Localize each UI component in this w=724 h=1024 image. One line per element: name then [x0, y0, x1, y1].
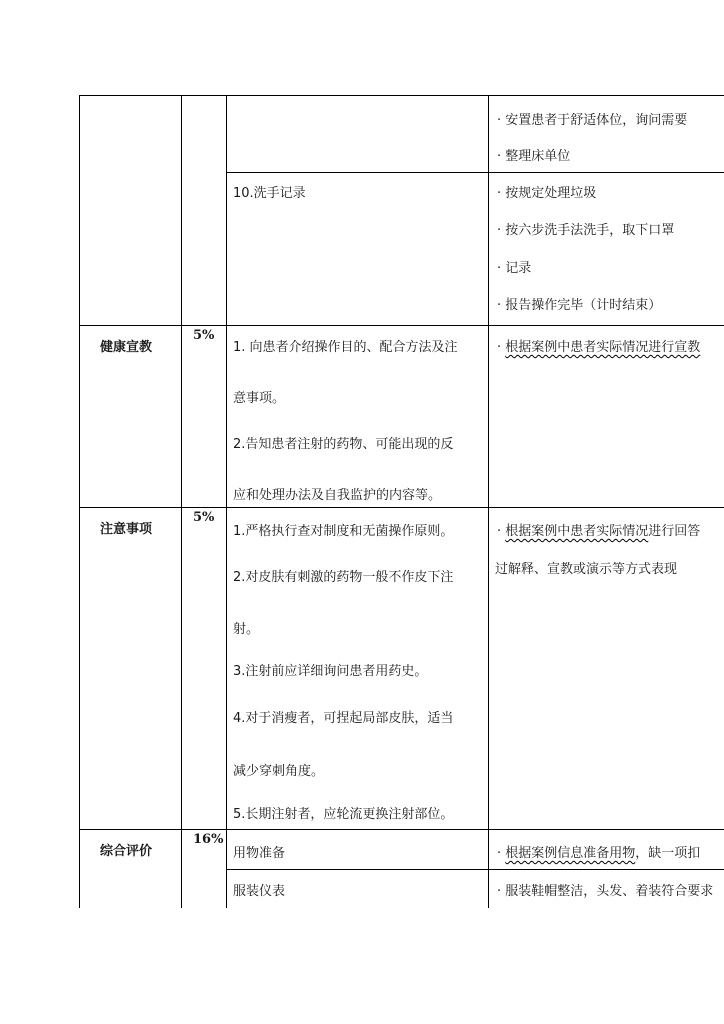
step-line: 3.注射前应详细询问患者用药史。	[233, 664, 428, 679]
bullet: ·	[497, 524, 506, 539]
step-line: 用物准备	[233, 846, 286, 861]
step-line: 服装仪表	[233, 884, 286, 899]
standard-line	[489, 842, 700, 861]
step-line: 射。	[233, 622, 260, 637]
standard-cell	[489, 508, 724, 830]
standard-text: 进行回答	[648, 524, 701, 539]
category-label: 健康宣教	[80, 326, 182, 508]
step-line: 2.对皮肤有刺激的药物一般不作皮下注	[233, 570, 454, 585]
grading-table	[79, 95, 724, 908]
step-line: 意事项。	[233, 391, 286, 406]
standard-line: · 整理床单位	[497, 149, 571, 164]
standard-line: · 按规定处理垃圾	[497, 186, 597, 201]
percent-label: 5%	[182, 326, 227, 508]
standard-text: 根据案例中患者实际情况	[505, 524, 649, 539]
step-cell	[227, 173, 489, 326]
bullet: ·	[497, 340, 506, 355]
step-cell	[227, 326, 489, 508]
standard-line: · 安置患者于舒适体位，询问需要	[497, 113, 688, 128]
standard-line: · 记录	[497, 261, 532, 276]
step-line: 减少穿刺角度。	[233, 764, 325, 779]
standard-cell	[489, 830, 724, 870]
category-label: 综合评价	[80, 830, 182, 909]
standard-line	[489, 336, 700, 355]
document-page	[79, 95, 724, 908]
standard-text: 根据案例信息准备用物	[505, 846, 636, 861]
bullet: ·	[497, 846, 506, 861]
table-row	[80, 830, 724, 870]
standard-cell	[489, 870, 724, 909]
step-cell	[227, 508, 489, 830]
table-row	[80, 508, 724, 830]
step-line: 5.长期注射者，应轮流更换注射部位。	[233, 807, 454, 822]
step-line: 1. 向患者介绍操作目的、配合方法及注	[233, 340, 458, 355]
step-line: 应和处理办法及自我监护的内容等。	[233, 488, 442, 503]
percent-label: 5%	[182, 508, 227, 830]
category-cell	[80, 96, 182, 326]
step-line: 2.告知患者注射的药物、可能出现的反	[233, 437, 454, 452]
standard-cell	[489, 96, 724, 173]
standard-cell	[489, 326, 724, 508]
standard-line: · 按六步洗手法洗手，取下口罩	[497, 223, 675, 238]
percent-label: 16%	[182, 830, 227, 909]
step-cell	[227, 96, 489, 173]
standard-line: · 服装鞋帽整洁，头发、着装符合要求	[497, 884, 714, 899]
standard-line: 过解释、宣教或演示等方式表现	[495, 562, 678, 577]
table-row	[80, 326, 724, 508]
step-cell	[227, 830, 489, 870]
category-label: 注意事项	[80, 508, 182, 830]
table-row	[80, 96, 724, 173]
step-line: 10.洗手记录	[233, 186, 306, 201]
standard-cell	[489, 173, 724, 326]
standard-text: ，缺一项扣	[635, 846, 701, 861]
standard-line: · 报告操作完毕（计时结束）	[497, 298, 662, 313]
step-line: 4.对于消瘦者，可捏起局部皮肤，适当	[233, 711, 454, 726]
step-cell	[227, 870, 489, 909]
percent-cell	[182, 96, 227, 326]
standard-line	[489, 520, 700, 539]
standard-text: 根据案例中患者实际情况进行宣教	[505, 340, 701, 355]
step-line: 1.严格执行查对制度和无菌操作原则。	[233, 524, 454, 539]
